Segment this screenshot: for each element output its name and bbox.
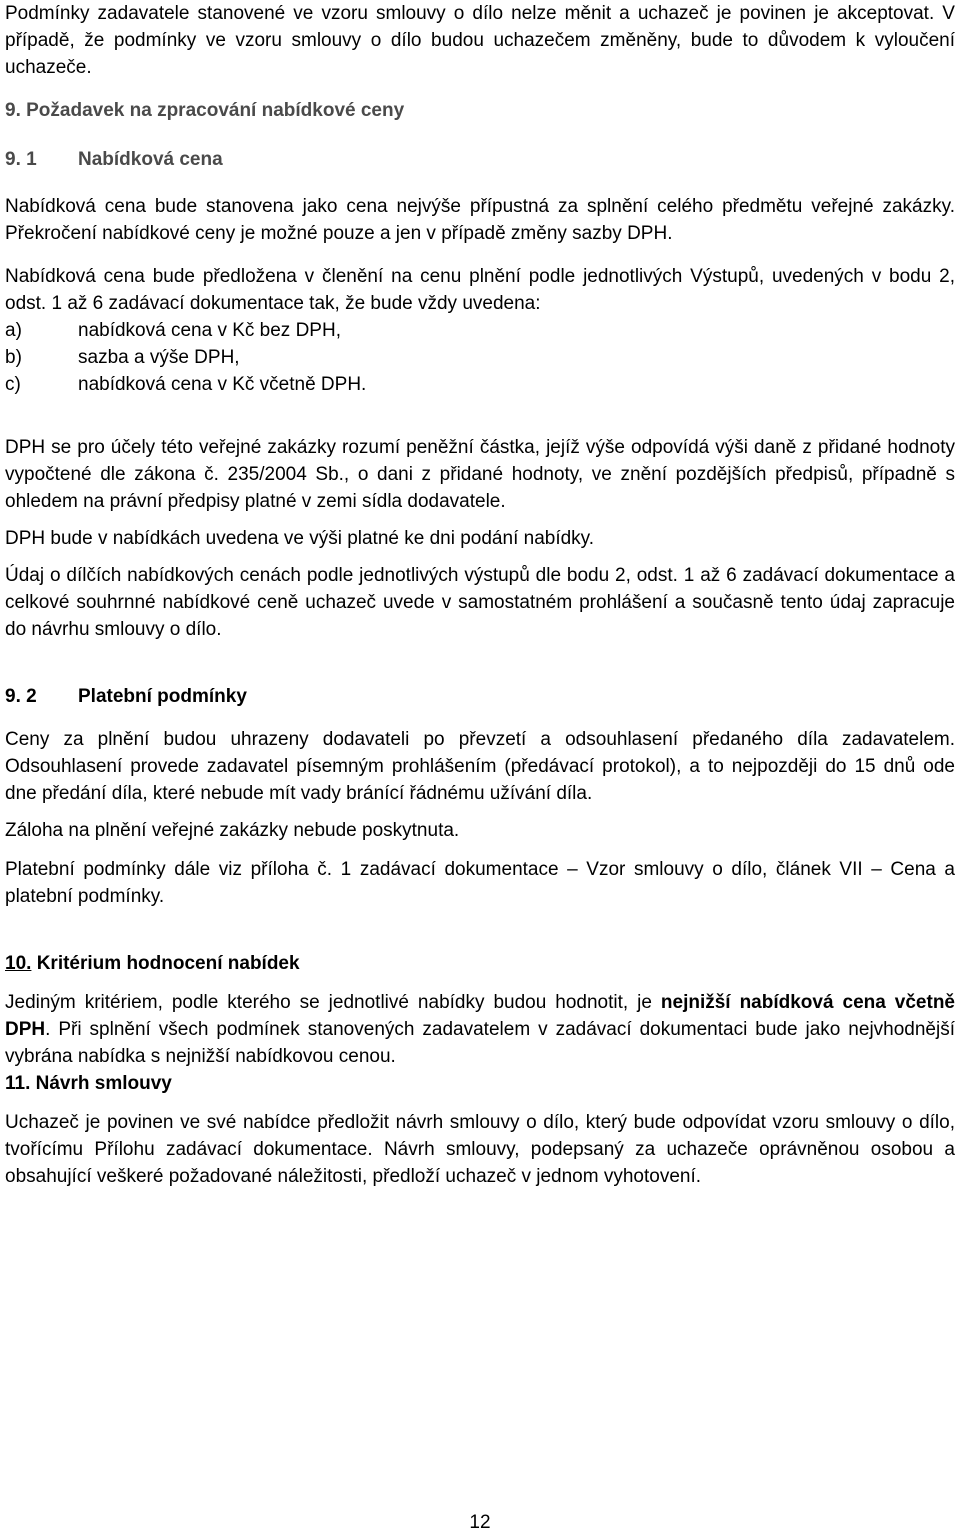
section-10-heading bbox=[5, 950, 955, 977]
list-item bbox=[5, 317, 955, 344]
section-9-2-paragraph-3: Platební podmínky dále viz příloha č. 1 zadávací dokumentace – Vzor smlouvy o dílo, článek VII – Cena a platební podmínky. bbox=[5, 859, 955, 907]
list-item bbox=[5, 344, 955, 371]
section-9-2-number: 9. 2 bbox=[5, 686, 37, 707]
section-9-1-paragraph-1: Nabídková cena bude stanovena jako cena nejvýše přípustná za splnění celého předmětu veřejné zakázky. Překročení nabídkové ceny je možné pouze a jen v případě změny sazby DPH. bbox=[5, 196, 955, 244]
section-9-1-paragraph-3: DPH se pro účely této veřejné zakázky rozumí peněžní částka, jejíž výše odpovídá výši daně z přidané hodnoty vypočtené dle zákona č. 235/2004 Sb., o dani z přidané hodnoty, ve znění pozdějších předpisů, případně s ohledem na právní předpisy platné v zemi sídla dodavatele. bbox=[5, 437, 955, 512]
section-9-1-paragraph-4: DPH bude v nabídkách uvedena ve výši platné ke dni podání nabídky. bbox=[5, 528, 595, 549]
section-10-number: 10. bbox=[5, 953, 32, 974]
section-9-2-heading bbox=[5, 683, 955, 710]
section-9-1-number: 9. 1 bbox=[5, 149, 37, 170]
list-item-text: nabídková cena v Kč včetně DPH. bbox=[78, 374, 367, 395]
section-10-title: Kritérium hodnocení nabídek bbox=[36, 953, 300, 974]
section-9-2-paragraph-2: Záloha na plnění veřejné zakázky nebude poskytnuta. bbox=[5, 820, 460, 841]
section-10-text-end: . Při splnění všech podmínek stanovených zadavatelem v zadávací dokumentaci bude jako nejvhodnější vybrána nabídka s nejnižší nabídkovou cenou. bbox=[5, 1019, 955, 1067]
section-9-1-paragraph-5: Údaj o dílčích nabídkových cenách podle jednotlivých výstupů dle bodu 2, odst. 1 až 6 zadávací dokumentace a celkové souhrnné nabídkové ceně uchazeč uvede v samostatném prohlášení a současně tento údaj zapracuje do návrhu smlouvy o dílo. bbox=[5, 565, 955, 640]
section-11-heading: 11. Návrh smlouvy bbox=[5, 1073, 172, 1094]
section-9-2-title: Platební podmínky bbox=[78, 686, 247, 707]
list-item bbox=[5, 371, 955, 398]
section-9-1-title: Nabídková cena bbox=[78, 149, 223, 170]
section-10-text-start: Jediným kritériem, podle kterého se jednotlivé nabídky budou hodnotit, je bbox=[5, 992, 661, 1013]
page-number: 12 bbox=[469, 1512, 491, 1533]
document-page bbox=[5, 0, 955, 1190]
list-item-text: nabídková cena v Kč bez DPH, bbox=[78, 320, 341, 341]
section-10-criterion: nejnižší nabídková cena včetně DPH bbox=[5, 992, 955, 1040]
section-9-1-heading bbox=[5, 146, 955, 173]
intro-paragraph: Podmínky zadavatele stanovené ve vzoru smlouvy o dílo nelze měnit a uchazeč je povinen je akceptovat. V případě, že podmínky ve vzoru smlouvy o dílo budou uchazečem změněny, bude to důvodem k vyloučení uchazeče. bbox=[5, 3, 955, 78]
section-9-1-paragraph-2: Nabídková cena bude předložena v členění na cenu plnění podle jednotlivých Výstupů, uvedených v bodu 2, odst. 1 až 6 zadávací dokumentace tak, že bude vždy uvedena: bbox=[5, 266, 955, 314]
section-9-heading: 9. Požadavek na zpracování nabídkové ceny bbox=[5, 100, 405, 121]
section-10-paragraph bbox=[5, 989, 955, 1070]
price-breakdown-list bbox=[5, 317, 955, 398]
list-item-label: c) bbox=[5, 374, 21, 395]
section-9-2-paragraph-1: Ceny za plnění budou uhrazeny dodavateli po převzetí a odsouhlasení předaného díla zadavatelem. Odsouhlasení provede zadavatel písemným prohlášením (předávací protokol), a to nejpozději do 15 dnů ode dne předání díla, které nebude mít vady bránící řádnému užívání díla. bbox=[5, 729, 955, 804]
list-item-label: b) bbox=[5, 347, 22, 368]
list-item-label: a) bbox=[5, 320, 22, 341]
list-item-text: sazba a výše DPH, bbox=[78, 347, 240, 368]
section-11-paragraph: Uchazeč je povinen ve své nabídce předložit návrh smlouvy o dílo, který bude odpovídat vzoru smlouvy o dílo, tvořícímu Přílohu zadávací dokumentace. Návrh smlouvy, podepsaný za uchazeče oprávněnou osobou a obsahující veškeré požadované náležitosti, předloží uchazeč v jednom vyhotovení. bbox=[5, 1112, 955, 1187]
